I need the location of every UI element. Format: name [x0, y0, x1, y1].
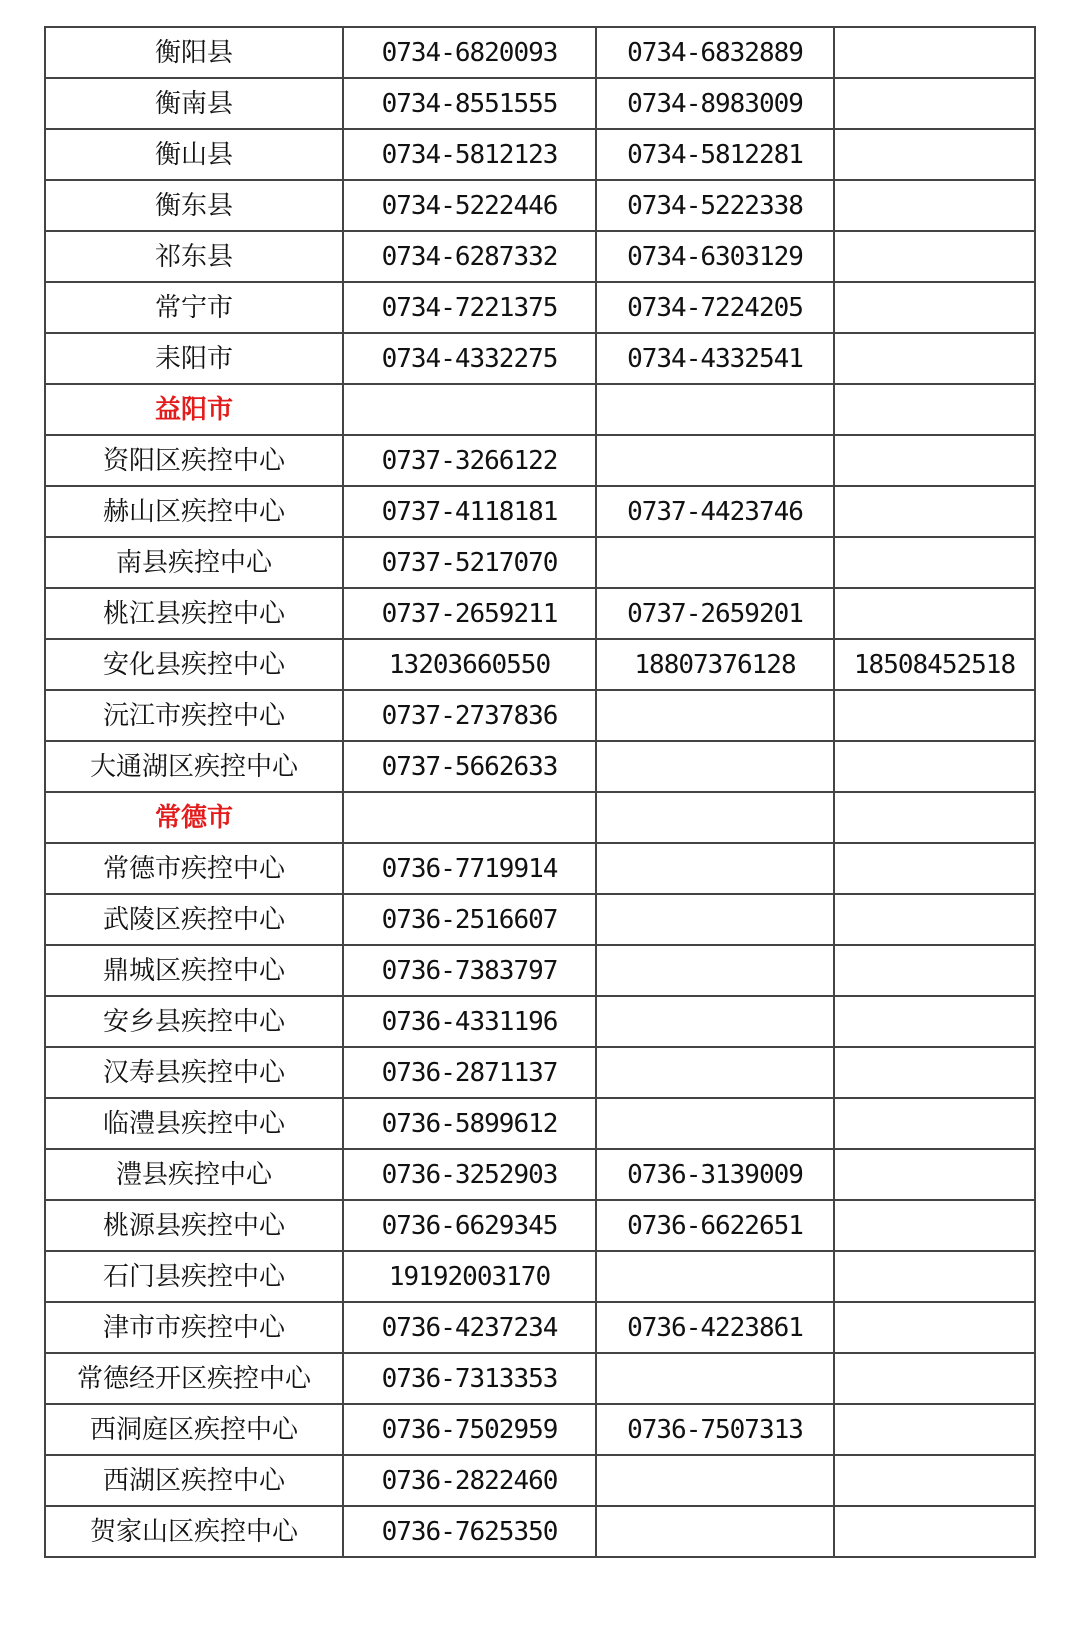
phone-cell-2: [596, 741, 834, 792]
agency-name-cell: 津市市疾控中心: [45, 1302, 343, 1353]
phone-cell-1: 0734-6287332: [343, 231, 596, 282]
phone-cell-3: [834, 1353, 1035, 1404]
phone-cell-1: 0736-4331196: [343, 996, 596, 1047]
phone-cell-2: 0734-6832889: [596, 27, 834, 78]
agency-name-cell: 鼎城区疾控中心: [45, 945, 343, 996]
contact-table-body: [45, 27, 1035, 1557]
agency-name-cell: 大通湖区疾控中心: [45, 741, 343, 792]
phone-cell-1: 0737-2737836: [343, 690, 596, 741]
phone-cell-2: 0736-4223861: [596, 1302, 834, 1353]
agency-name-cell: 西湖区疾控中心: [45, 1455, 343, 1506]
phone-cell-3: [834, 435, 1035, 486]
phone-cell-3: [834, 792, 1035, 843]
phone-cell-3: [834, 996, 1035, 1047]
phone-cell-1: 0734-8551555: [343, 78, 596, 129]
phone-cell-2: 0736-6622651: [596, 1200, 834, 1251]
phone-cell-3: [834, 231, 1035, 282]
agency-name-cell: 资阳区疾控中心: [45, 435, 343, 486]
agency-name-cell: 桃江县疾控中心: [45, 588, 343, 639]
phone-cell-3: [834, 1047, 1035, 1098]
phone-cell-2: 0734-4332541: [596, 333, 834, 384]
phone-cell-1: 13203660550: [343, 639, 596, 690]
phone-cell-1: 0737-5217070: [343, 537, 596, 588]
section-heading: 益阳市: [45, 384, 343, 435]
table-row: [45, 996, 1035, 1047]
agency-name-cell: 南县疾控中心: [45, 537, 343, 588]
phone-cell-3: [834, 180, 1035, 231]
table-row: [45, 537, 1035, 588]
phone-cell-1: 0736-4237234: [343, 1302, 596, 1353]
phone-cell-2: 0736-7507313: [596, 1404, 834, 1455]
phone-cell-1: 19192003170: [343, 1251, 596, 1302]
agency-name-cell: 汉寿县疾控中心: [45, 1047, 343, 1098]
phone-cell-2: [596, 1251, 834, 1302]
agency-name-cell: 衡南县: [45, 78, 343, 129]
phone-cell-3: [834, 1404, 1035, 1455]
phone-cell-3: [834, 1149, 1035, 1200]
phone-cell-1: 0736-6629345: [343, 1200, 596, 1251]
phone-cell-1: 0734-6820093: [343, 27, 596, 78]
phone-cell-3: [834, 1302, 1035, 1353]
table-row: [45, 741, 1035, 792]
phone-cell-2: [596, 1098, 834, 1149]
phone-cell-1: [343, 384, 596, 435]
table-row: [45, 945, 1035, 996]
phone-cell-1: 0737-3266122: [343, 435, 596, 486]
table-row: [45, 1047, 1035, 1098]
phone-cell-2: [596, 435, 834, 486]
agency-name-cell: 赫山区疾控中心: [45, 486, 343, 537]
phone-cell-2: 0736-3139009: [596, 1149, 834, 1200]
phone-cell-2: [596, 843, 834, 894]
table-row: [45, 894, 1035, 945]
phone-cell-3: [834, 1455, 1035, 1506]
phone-cell-2: [596, 537, 834, 588]
phone-cell-2: [596, 690, 834, 741]
phone-cell-1: 0734-5222446: [343, 180, 596, 231]
table-row: [45, 231, 1035, 282]
table-row: [45, 78, 1035, 129]
phone-cell-2: [596, 996, 834, 1047]
agency-name-cell: 祁东县: [45, 231, 343, 282]
table-row: [45, 333, 1035, 384]
phone-cell-1: 0736-2871137: [343, 1047, 596, 1098]
agency-name-cell: 贺家山区疾控中心: [45, 1506, 343, 1557]
phone-cell-2: [596, 945, 834, 996]
phone-cell-3: [834, 741, 1035, 792]
phone-cell-3: [834, 1251, 1035, 1302]
table-row: [45, 180, 1035, 231]
section-row: [45, 792, 1035, 843]
agency-name-cell: 石门县疾控中心: [45, 1251, 343, 1302]
table-row: [45, 1455, 1035, 1506]
phone-cell-1: 0736-7625350: [343, 1506, 596, 1557]
phone-cell-2: [596, 1455, 834, 1506]
section-heading: 常德市: [45, 792, 343, 843]
agency-name-cell: 常德经开区疾控中心: [45, 1353, 343, 1404]
table-row: [45, 1251, 1035, 1302]
phone-cell-1: 0737-2659211: [343, 588, 596, 639]
agency-name-cell: 沅江市疾控中心: [45, 690, 343, 741]
phone-cell-3: [834, 894, 1035, 945]
phone-cell-2: 0734-8983009: [596, 78, 834, 129]
phone-cell-1: 0734-5812123: [343, 129, 596, 180]
phone-cell-1: 0736-5899612: [343, 1098, 596, 1149]
phone-cell-2: 0734-5812281: [596, 129, 834, 180]
phone-cell-3: [834, 384, 1035, 435]
phone-cell-2: 0734-7224205: [596, 282, 834, 333]
table-row: [45, 690, 1035, 741]
table-row: [45, 486, 1035, 537]
table-row: [45, 27, 1035, 78]
phone-cell-2: [596, 1353, 834, 1404]
table-row: [45, 588, 1035, 639]
phone-cell-3: [834, 1098, 1035, 1149]
phone-cell-1: 0734-7221375: [343, 282, 596, 333]
phone-cell-1: 0736-7502959: [343, 1404, 596, 1455]
phone-cell-1: 0736-3252903: [343, 1149, 596, 1200]
phone-cell-1: 0737-5662633: [343, 741, 596, 792]
phone-cell-3: [834, 27, 1035, 78]
phone-cell-1: 0736-2516607: [343, 894, 596, 945]
phone-cell-2: [596, 1047, 834, 1098]
phone-cell-3: [834, 843, 1035, 894]
table-row: [45, 1302, 1035, 1353]
phone-cell-1: 0736-2822460: [343, 1455, 596, 1506]
table-row: [45, 639, 1035, 690]
contact-table-container: [44, 26, 1034, 1558]
table-row: [45, 1098, 1035, 1149]
phone-cell-3: [834, 945, 1035, 996]
agency-name-cell: 桃源县疾控中心: [45, 1200, 343, 1251]
agency-name-cell: 耒阳市: [45, 333, 343, 384]
phone-cell-3: [834, 78, 1035, 129]
phone-cell-1: 0736-7719914: [343, 843, 596, 894]
agency-name-cell: 常德市疾控中心: [45, 843, 343, 894]
phone-cell-2: 0737-4423746: [596, 486, 834, 537]
phone-cell-2: 0734-5222338: [596, 180, 834, 231]
agency-name-cell: 澧县疾控中心: [45, 1149, 343, 1200]
phone-cell-3: [834, 537, 1035, 588]
phone-cell-3: [834, 282, 1035, 333]
table-row: [45, 843, 1035, 894]
table-row: [45, 1506, 1035, 1557]
phone-cell-1: 0737-4118181: [343, 486, 596, 537]
table-row: [45, 1200, 1035, 1251]
phone-cell-2: [596, 894, 834, 945]
phone-cell-2: [596, 792, 834, 843]
agency-name-cell: 衡阳县: [45, 27, 343, 78]
phone-cell-1: 0736-7313353: [343, 1353, 596, 1404]
section-row: [45, 384, 1035, 435]
phone-cell-3: [834, 1200, 1035, 1251]
agency-name-cell: 西洞庭区疾控中心: [45, 1404, 343, 1455]
phone-cell-3: [834, 1506, 1035, 1557]
phone-cell-3: [834, 588, 1035, 639]
phone-cell-3: [834, 690, 1035, 741]
contact-table: [44, 26, 1036, 1558]
agency-name-cell: 安乡县疾控中心: [45, 996, 343, 1047]
phone-cell-3: 18508452518: [834, 639, 1035, 690]
phone-cell-1: [343, 792, 596, 843]
table-row: [45, 435, 1035, 486]
table-row: [45, 1404, 1035, 1455]
agency-name-cell: 常宁市: [45, 282, 343, 333]
phone-cell-2: 0737-2659201: [596, 588, 834, 639]
table-row: [45, 1353, 1035, 1404]
phone-cell-3: [834, 333, 1035, 384]
phone-cell-3: [834, 486, 1035, 537]
agency-name-cell: 衡山县: [45, 129, 343, 180]
phone-cell-1: 0734-4332275: [343, 333, 596, 384]
phone-cell-2: 0734-6303129: [596, 231, 834, 282]
phone-cell-2: [596, 384, 834, 435]
agency-name-cell: 武陵区疾控中心: [45, 894, 343, 945]
table-row: [45, 1149, 1035, 1200]
phone-cell-3: [834, 129, 1035, 180]
agency-name-cell: 安化县疾控中心: [45, 639, 343, 690]
agency-name-cell: 临澧县疾控中心: [45, 1098, 343, 1149]
agency-name-cell: 衡东县: [45, 180, 343, 231]
phone-cell-2: [596, 1506, 834, 1557]
table-row: [45, 129, 1035, 180]
phone-cell-2: 18807376128: [596, 639, 834, 690]
table-row: [45, 282, 1035, 333]
phone-cell-1: 0736-7383797: [343, 945, 596, 996]
